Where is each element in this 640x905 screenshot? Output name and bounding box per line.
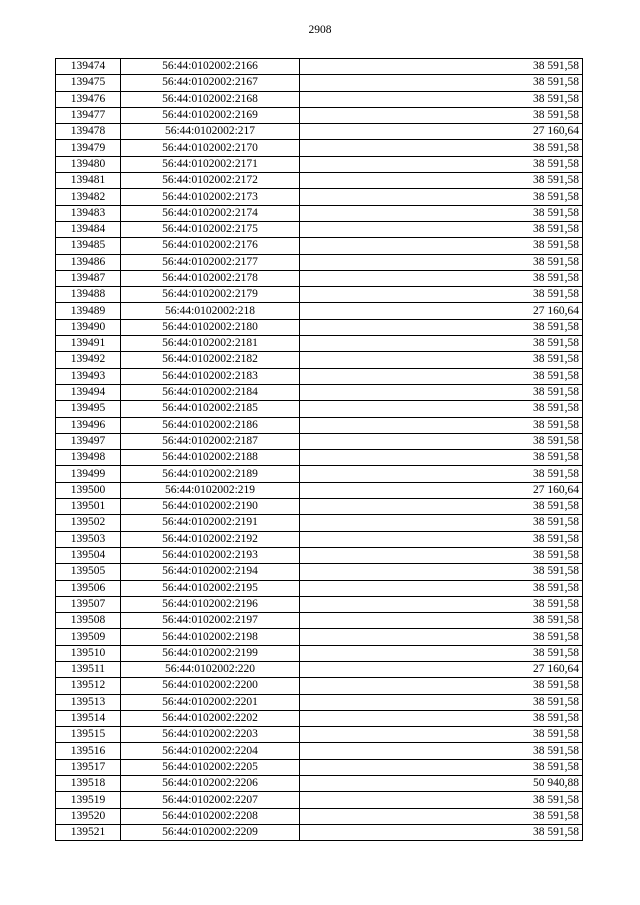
cadastral-number-cell: 56:44:0102002:2174: [121, 205, 300, 221]
cadastral-number-cell: 56:44:0102002:2178: [121, 270, 300, 286]
cadastral-number-cell: 56:44:0102002:2166: [121, 59, 300, 75]
value-cell: 38 591,58: [300, 401, 583, 417]
cadastral-number-cell: 56:44:0102002:2170: [121, 140, 300, 156]
value-cell: 38 591,58: [300, 808, 583, 824]
value-cell: 38 591,58: [300, 531, 583, 547]
row-number-cell: 139519: [56, 792, 121, 808]
value-cell: 38 591,58: [300, 759, 583, 775]
table-row: [56, 743, 583, 759]
cadastral-number-cell: 56:44:0102002:2202: [121, 710, 300, 726]
cadastral-number-cell: 56:44:0102002:217: [121, 124, 300, 140]
row-number-cell: 139507: [56, 596, 121, 612]
cadastral-number-cell: 56:44:0102002:2177: [121, 254, 300, 270]
table-row: [56, 499, 583, 515]
table-row: [56, 75, 583, 91]
table-row: [56, 238, 583, 254]
value-cell: 38 591,58: [300, 336, 583, 352]
table-row: [56, 433, 583, 449]
table-row: [56, 661, 583, 677]
value-cell: 27 160,64: [300, 482, 583, 498]
table-row: [56, 384, 583, 400]
cadastral-number-cell: 56:44:0102002:2209: [121, 824, 300, 840]
row-number-cell: 139485: [56, 238, 121, 254]
row-number-cell: 139474: [56, 59, 121, 75]
row-number-cell: 139482: [56, 189, 121, 205]
cadastral-number-cell: 56:44:0102002:2197: [121, 613, 300, 629]
table-row: [56, 645, 583, 661]
row-number-cell: 139483: [56, 205, 121, 221]
cadastral-number-cell: 56:44:0102002:2205: [121, 759, 300, 775]
table-row: [56, 482, 583, 498]
value-cell: 38 591,58: [300, 189, 583, 205]
cadastral-number-cell: 56:44:0102002:2180: [121, 319, 300, 335]
row-number-cell: 139479: [56, 140, 121, 156]
cadastral-number-cell: 56:44:0102002:2199: [121, 645, 300, 661]
value-cell: 27 160,64: [300, 124, 583, 140]
value-cell: 38 591,58: [300, 694, 583, 710]
value-cell: 38 591,58: [300, 352, 583, 368]
table-row: [56, 140, 583, 156]
table-row: [56, 776, 583, 792]
cadastral-number-cell: 56:44:0102002:2187: [121, 433, 300, 449]
cadastral-number-cell: 56:44:0102002:2188: [121, 450, 300, 466]
row-number-cell: 139513: [56, 694, 121, 710]
table-row: [56, 613, 583, 629]
table-row: [56, 319, 583, 335]
table-row: [56, 694, 583, 710]
value-cell: 38 591,58: [300, 140, 583, 156]
row-number-cell: 139512: [56, 678, 121, 694]
row-number-cell: 139499: [56, 466, 121, 482]
value-cell: 38 591,58: [300, 205, 583, 221]
table-row: [56, 759, 583, 775]
row-number-cell: 139494: [56, 384, 121, 400]
table-row: [56, 629, 583, 645]
value-cell: 38 591,58: [300, 564, 583, 580]
table-row: [56, 531, 583, 547]
value-cell: 38 591,58: [300, 547, 583, 563]
row-number-cell: 139487: [56, 270, 121, 286]
table-row: [56, 450, 583, 466]
row-number-cell: 139504: [56, 547, 121, 563]
row-number-cell: 139478: [56, 124, 121, 140]
value-cell: 38 591,58: [300, 499, 583, 515]
row-number-cell: 139492: [56, 352, 121, 368]
row-number-cell: 139491: [56, 336, 121, 352]
cadastral-number-cell: 56:44:0102002:2196: [121, 596, 300, 612]
value-cell: 38 591,58: [300, 384, 583, 400]
table-row: [56, 173, 583, 189]
table-row: [56, 254, 583, 270]
row-number-cell: 139508: [56, 613, 121, 629]
table-row: [56, 792, 583, 808]
table-row: [56, 59, 583, 75]
cadastral-number-cell: 56:44:0102002:2185: [121, 401, 300, 417]
table-row: [56, 287, 583, 303]
cadastral-number-cell: 56:44:0102002:2169: [121, 107, 300, 123]
table-row: [56, 710, 583, 726]
table-row: [56, 221, 583, 237]
value-cell: 38 591,58: [300, 319, 583, 335]
cadastral-number-cell: 56:44:0102002:2208: [121, 808, 300, 824]
table-row: [56, 547, 583, 563]
cadastral-number-cell: 56:44:0102002:2181: [121, 336, 300, 352]
value-cell: 38 591,58: [300, 466, 583, 482]
row-number-cell: 139509: [56, 629, 121, 645]
row-number-cell: 139506: [56, 580, 121, 596]
cadastral-number-cell: 56:44:0102002:2186: [121, 417, 300, 433]
table-row: [56, 515, 583, 531]
cadastral-value-table: [55, 58, 583, 841]
cadastral-number-cell: 56:44:0102002:219: [121, 482, 300, 498]
cadastral-number-cell: 56:44:0102002:2184: [121, 384, 300, 400]
cadastral-number-cell: 56:44:0102002:2183: [121, 368, 300, 384]
cadastral-number-cell: 56:44:0102002:2179: [121, 287, 300, 303]
value-cell: 38 591,58: [300, 59, 583, 75]
row-number-cell: 139521: [56, 824, 121, 840]
value-cell: 38 591,58: [300, 75, 583, 91]
value-cell: 38 591,58: [300, 629, 583, 645]
table-row: [56, 107, 583, 123]
table-row: [56, 466, 583, 482]
table-row: [56, 368, 583, 384]
value-cell: 38 591,58: [300, 238, 583, 254]
table-row: [56, 189, 583, 205]
cadastral-number-cell: 56:44:0102002:2172: [121, 173, 300, 189]
table-row: [56, 303, 583, 319]
value-cell: 38 591,58: [300, 678, 583, 694]
table-row: [56, 156, 583, 172]
cadastral-number-cell: 56:44:0102002:2204: [121, 743, 300, 759]
row-number-cell: 139480: [56, 156, 121, 172]
row-number-cell: 139481: [56, 173, 121, 189]
cadastral-number-cell: 56:44:0102002:2190: [121, 499, 300, 515]
value-cell: 38 591,58: [300, 221, 583, 237]
value-cell: 38 591,58: [300, 368, 583, 384]
cadastral-number-cell: 56:44:0102002:2176: [121, 238, 300, 254]
value-cell: 38 591,58: [300, 710, 583, 726]
table-row: [56, 808, 583, 824]
table-row: [56, 417, 583, 433]
cadastral-number-cell: 56:44:0102002:2182: [121, 352, 300, 368]
table-row: [56, 564, 583, 580]
cadastral-number-cell: 56:44:0102002:2198: [121, 629, 300, 645]
table-row: [56, 124, 583, 140]
value-cell: 27 160,64: [300, 303, 583, 319]
cadastral-number-cell: 56:44:0102002:2203: [121, 727, 300, 743]
row-number-cell: 139490: [56, 319, 121, 335]
page-number: 2908: [308, 24, 332, 36]
value-cell: 38 591,58: [300, 645, 583, 661]
table-row: [56, 727, 583, 743]
table-row: [56, 824, 583, 840]
value-cell: 38 591,58: [300, 792, 583, 808]
table-row: [56, 401, 583, 417]
value-cell: 38 591,58: [300, 287, 583, 303]
row-number-cell: 139488: [56, 287, 121, 303]
cadastral-number-cell: 56:44:0102002:2167: [121, 75, 300, 91]
value-cell: 38 591,58: [300, 91, 583, 107]
table-row: [56, 270, 583, 286]
value-cell: 38 591,58: [300, 107, 583, 123]
row-number-cell: 139505: [56, 564, 121, 580]
row-number-cell: 139495: [56, 401, 121, 417]
value-cell: 38 591,58: [300, 515, 583, 531]
row-number-cell: 139520: [56, 808, 121, 824]
row-number-cell: 139476: [56, 91, 121, 107]
row-number-cell: 139484: [56, 221, 121, 237]
cadastral-number-cell: 56:44:0102002:2207: [121, 792, 300, 808]
row-number-cell: 139497: [56, 433, 121, 449]
row-number-cell: 139502: [56, 515, 121, 531]
row-number-cell: 139516: [56, 743, 121, 759]
cadastral-number-cell: 56:44:0102002:2173: [121, 189, 300, 205]
table-row: [56, 596, 583, 612]
row-number-cell: 139518: [56, 776, 121, 792]
cadastral-number-cell: 56:44:0102002:2201: [121, 694, 300, 710]
table-row: [56, 205, 583, 221]
cadastral-number-cell: 56:44:0102002:2192: [121, 531, 300, 547]
value-cell: 50 940,88: [300, 776, 583, 792]
cadastral-number-cell: 56:44:0102002:2189: [121, 466, 300, 482]
row-number-cell: 139498: [56, 450, 121, 466]
cadastral-number-cell: 56:44:0102002:2168: [121, 91, 300, 107]
value-cell: 38 591,58: [300, 613, 583, 629]
cadastral-number-cell: 56:44:0102002:220: [121, 661, 300, 677]
row-number-cell: 139486: [56, 254, 121, 270]
cadastral-number-cell: 56:44:0102002:2193: [121, 547, 300, 563]
cadastral-number-cell: 56:44:0102002:218: [121, 303, 300, 319]
value-cell: 38 591,58: [300, 580, 583, 596]
value-cell: 27 160,64: [300, 661, 583, 677]
row-number-cell: 139493: [56, 368, 121, 384]
value-cell: 38 591,58: [300, 450, 583, 466]
value-cell: 38 591,58: [300, 173, 583, 189]
row-number-cell: 139475: [56, 75, 121, 91]
table-row: [56, 336, 583, 352]
row-number-cell: 139514: [56, 710, 121, 726]
table-row: [56, 580, 583, 596]
value-cell: 38 591,58: [300, 417, 583, 433]
row-number-cell: 139517: [56, 759, 121, 775]
table-row: [56, 352, 583, 368]
value-cell: 38 591,58: [300, 270, 583, 286]
row-number-cell: 139477: [56, 107, 121, 123]
value-cell: 38 591,58: [300, 596, 583, 612]
table-row: [56, 678, 583, 694]
row-number-cell: 139515: [56, 727, 121, 743]
value-cell: 38 591,58: [300, 156, 583, 172]
row-number-cell: 139501: [56, 499, 121, 515]
cadastral-number-cell: 56:44:0102002:2171: [121, 156, 300, 172]
value-cell: 38 591,58: [300, 727, 583, 743]
cadastral-number-cell: 56:44:0102002:2194: [121, 564, 300, 580]
row-number-cell: 139511: [56, 661, 121, 677]
cadastral-number-cell: 56:44:0102002:2200: [121, 678, 300, 694]
row-number-cell: 139503: [56, 531, 121, 547]
value-cell: 38 591,58: [300, 824, 583, 840]
row-number-cell: 139500: [56, 482, 121, 498]
table-row: [56, 91, 583, 107]
cadastral-number-cell: 56:44:0102002:2206: [121, 776, 300, 792]
value-cell: 38 591,58: [300, 254, 583, 270]
row-number-cell: 139489: [56, 303, 121, 319]
value-cell: 38 591,58: [300, 743, 583, 759]
cadastral-number-cell: 56:44:0102002:2175: [121, 221, 300, 237]
value-cell: 38 591,58: [300, 433, 583, 449]
row-number-cell: 139510: [56, 645, 121, 661]
cadastral-number-cell: 56:44:0102002:2195: [121, 580, 300, 596]
cadastral-number-cell: 56:44:0102002:2191: [121, 515, 300, 531]
row-number-cell: 139496: [56, 417, 121, 433]
table-body: [56, 59, 583, 841]
